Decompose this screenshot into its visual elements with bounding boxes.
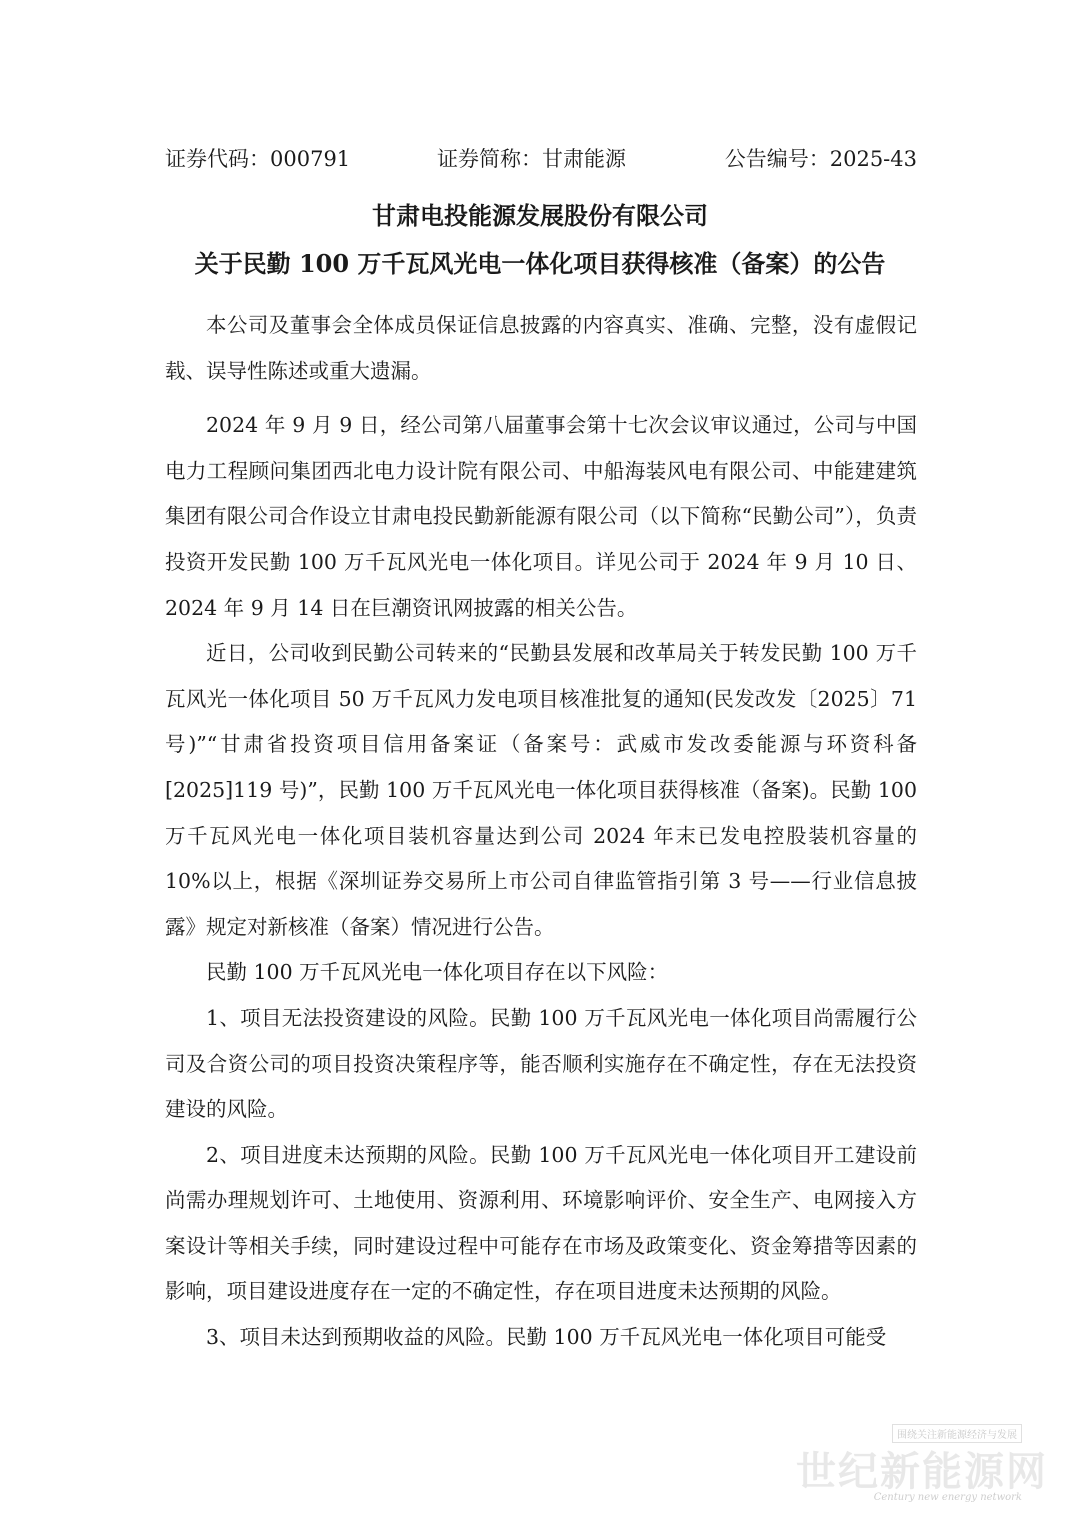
- risk-item-1: 1、项目无法投资建设的风险。民勤 100 万千瓦风光电一体化项目尚需履行公司及合资公司的项目投资决策程序等，能否顺利实施存在不确定性，存在无法投资建设的风险。: [165, 1005, 917, 1122]
- watermark-tagline: 围绕关注新能源经济与发展: [892, 1424, 1022, 1443]
- background-paragraph: 2024 年 9 月 9 日，经公司第八届董事会第十七次会议审议通过，公司与中国电力工程顾问集团西北电力设计院有限公司、中船海装风电有限公司、中能建建筑集团有限公司合作设立甘肃电投民勤新能源有限公司（以下简称“民勤公司”），负责投资开发民勤 100 万千瓦风光电一体化项目。详见公司于 2024 年 9 月 10 日、2024 年 9 月 14 日在巨潮资讯网披露的相关公告。: [165, 413, 917, 620]
- company-title: 甘肃电投能源发展股份有限公司: [372, 201, 708, 230]
- disclaimer-paragraph: 本公司及董事会全体成员保证信息披露的内容真实、准确、完整，没有虚假记载、误导性陈述或重大遗漏。: [165, 313, 917, 383]
- approval-paragraph: 近日，公司收到民勤公司转来的“民勤县发展和改革局关于转发民勤 100 万千瓦风光一体化项目 50 万千瓦风力发电项目核准批复的通知(民发改发〔2025〕71 号)”“甘肃省投资项目信用备案证（备案号：武威市发改委能源与环资科备[2025]119 号)”，民勤 100 万千瓦风光电一体化项目获得核准（备案)。民勤 100 万千瓦风光电一体化项目装机容量达到公司 2024 年末已发电控股装机容量的 10%以上，根据《深圳证券交易所上市公司自律监管指引第 3 号——行业信息披露》规定对新核准（备案）情况进行公告。: [165, 641, 917, 939]
- risk-intro-paragraph: 民勤 100 万千瓦风光电一体化项目存在以下风险：: [206, 960, 669, 985]
- watermark-logo-text: 世纪新能源网: [796, 1448, 1048, 1495]
- document-header: [165, 143, 917, 175]
- announcement-title: 关于民勤 100 万千瓦风光电一体化项目获得核准（备案）的公告: [194, 249, 886, 278]
- watermark-english-name: Century new energy network: [873, 1492, 1022, 1503]
- stock-abbreviation: 证券简称：甘肃能源: [437, 147, 626, 171]
- risk-item-2: 2、项目进度未达预期的风险。民勤 100 万千瓦风光电一体化项目开工建设前尚需办理规划许可、土地使用、资源利用、环境影响评价、安全生产、电网接入方案设计等相关手续，同时建设过程中可能存在市场及政策变化、资金筹措等因素的影响，项目建设进度存在一定的不确定性，存在项目进度未达预期的风险。: [165, 1142, 917, 1304]
- site-watermark: [796, 1424, 1062, 1516]
- stock-code: 证券代码：000791: [165, 147, 351, 171]
- announcement-number: 公告编号：2025-43: [724, 147, 917, 171]
- risk-item-3: 3、项目未达到预期收益的风险。民勤 100 万千瓦风光电一体化项目可能受: [206, 1325, 887, 1350]
- announcement-body: [165, 303, 917, 1361]
